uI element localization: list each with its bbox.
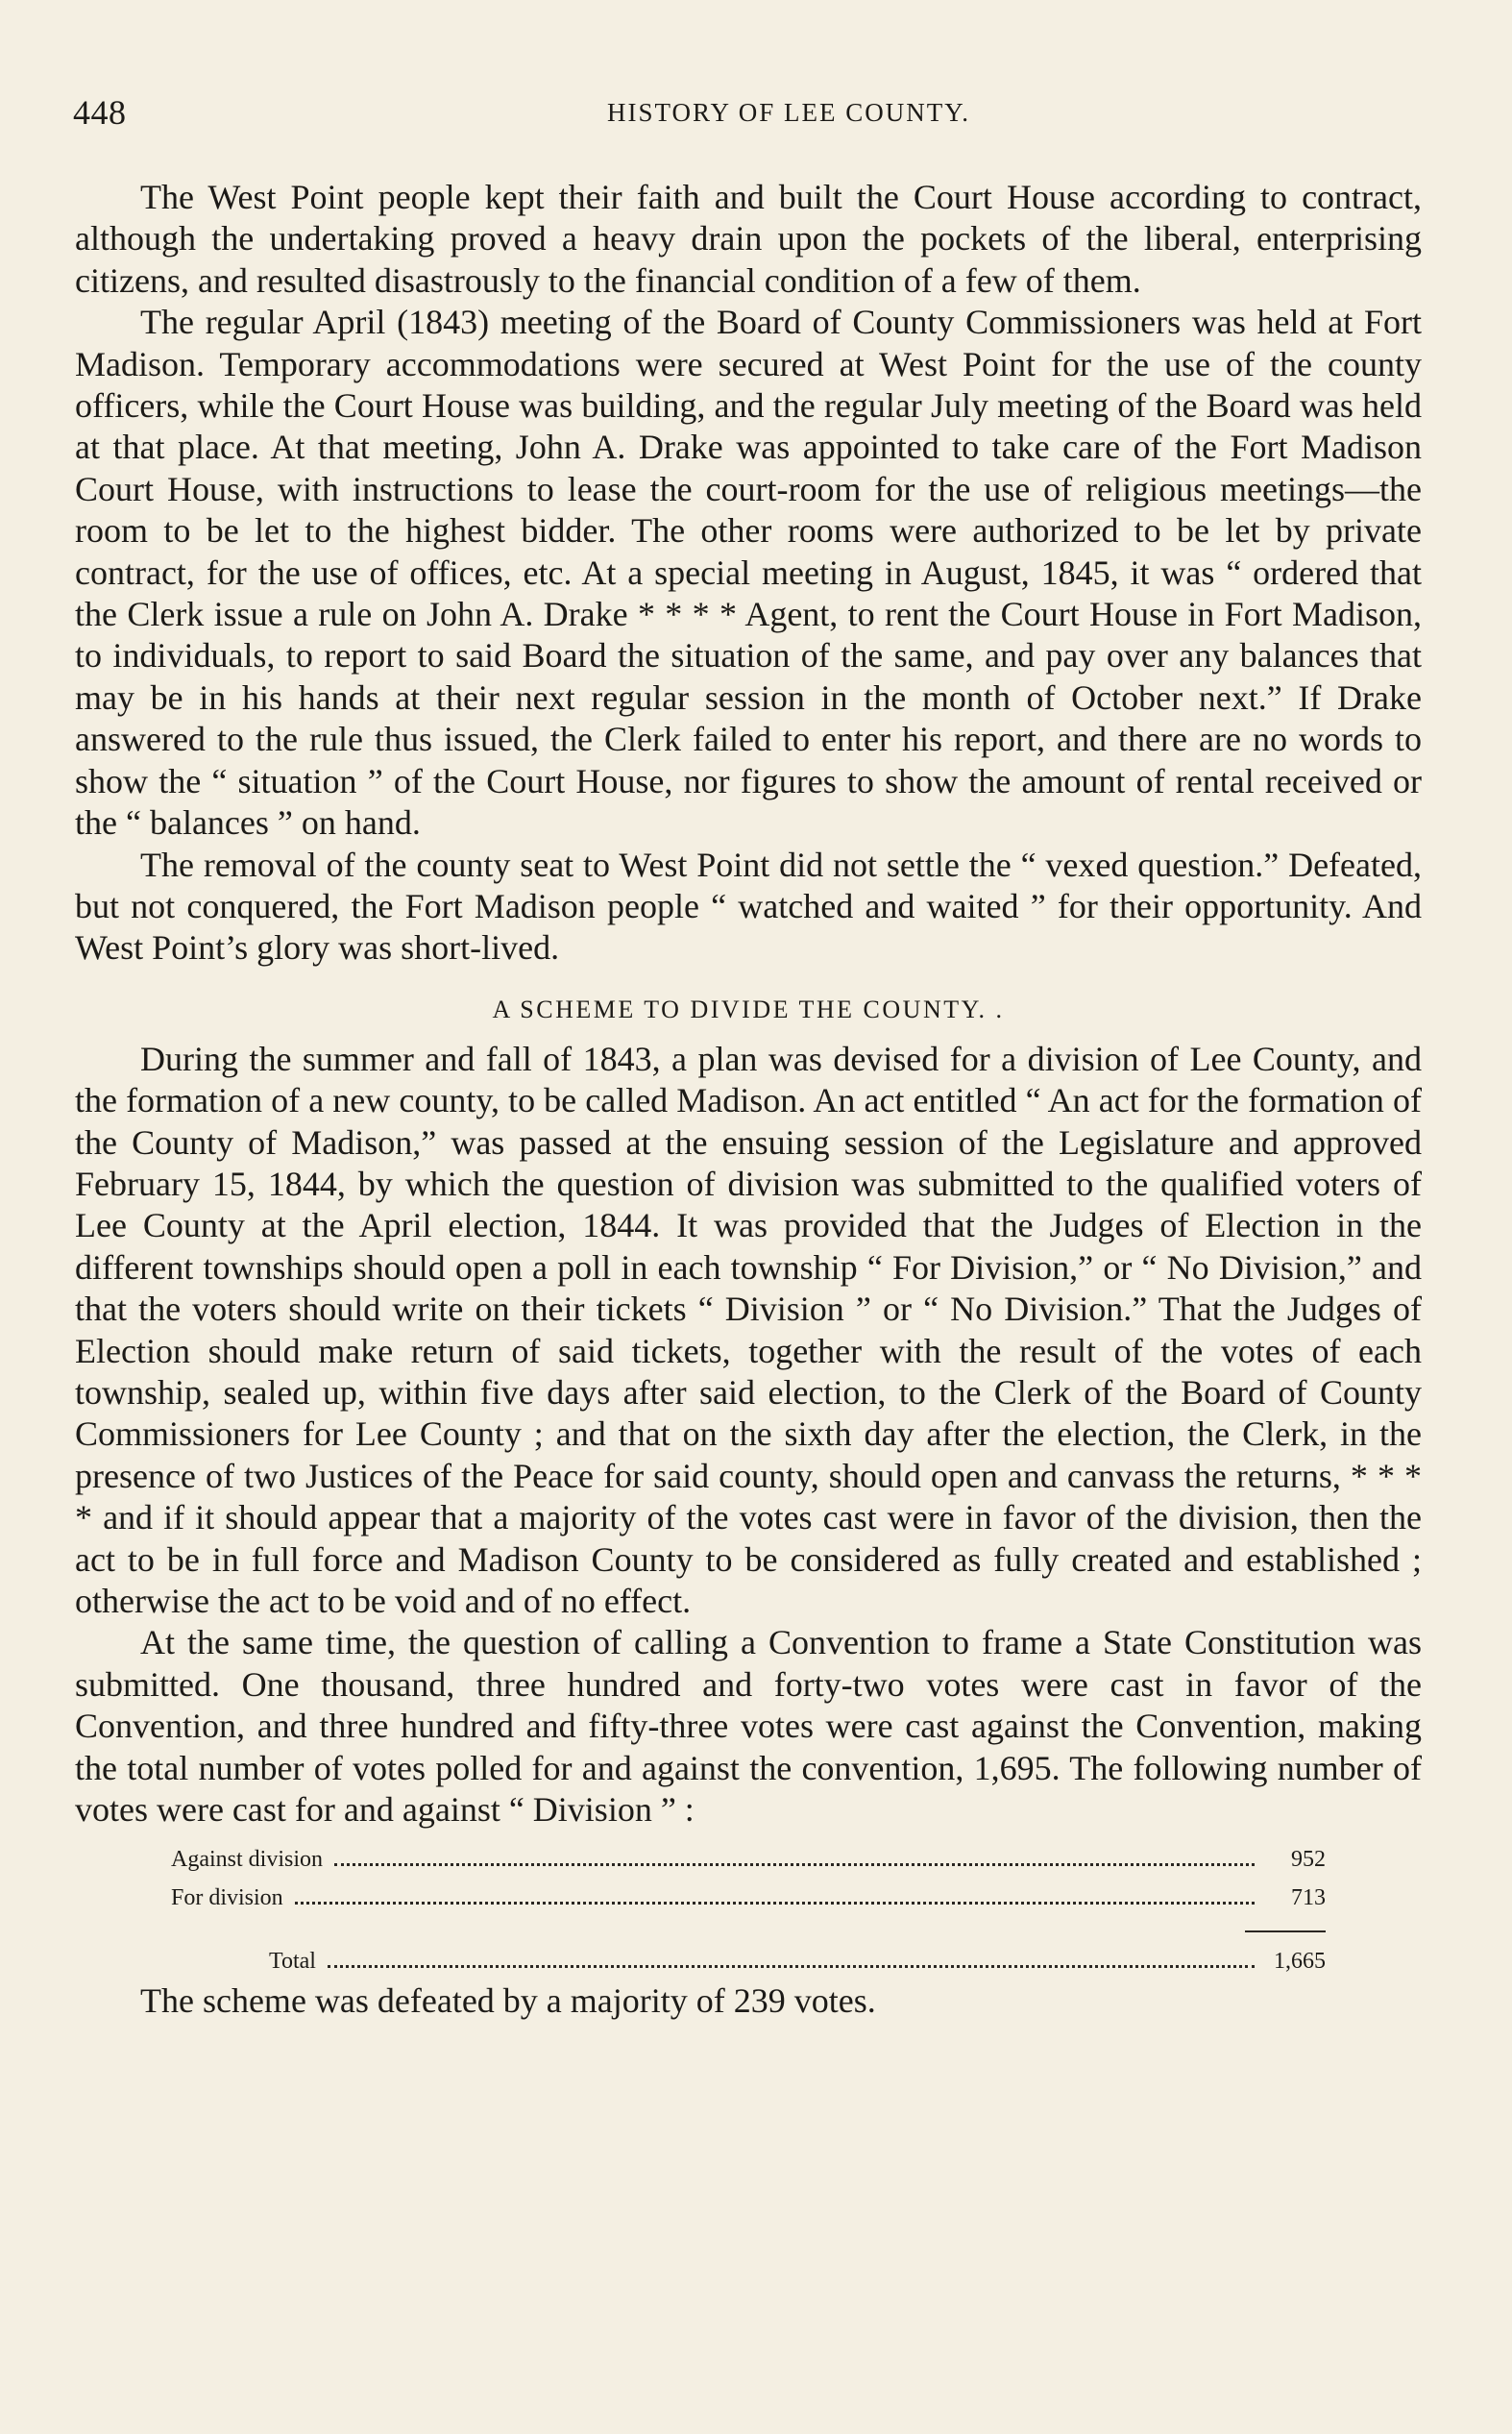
- paragraph: The West Point people kept their faith and built the Court House according to contract, although the undertaking proved a heavy drain upon the pockets of the liberal, enterprising citizens, and resulted disastrously to the financial condition of a few of them.: [75, 178, 1422, 300]
- tally-total-label: Total: [269, 1949, 316, 1975]
- paragraph: The removal of the county seat to West Point did not settle the “ vexed question.” Defeated, but not conquered, the Fort Madison people “ watched and waited ” for their opportunity. And West Point’s glory was short-lived.: [75, 845, 1422, 968]
- paragraph: The regular April (1843) meeting of the Board of County Commissioners was held at Fort Madison. Temporary accommodations were secured at West Point for the use of the county officers, while the Court House was building, and the regular July meeting of the Board was held at that place. At that meeting, John A. Drake was appointed to take care of the Fort Madison Court House, with instructions to lease the court-room for the use of religious meetings—the room to be let to the highest bidder. The other rooms were authorized to be let by private contract, for the use of offices, etc. At a special meeting in August, 1845, it was “ ordered that the Clerk issue a rule on John A. Drake * * * * Agent, to rent the Court House in Fort Madison, to individuals, to report to said Board the situation of the same, and pay over any balances that may be in his hands at their next regular session in the month of October next.” If Drake answered to the rule thus issued, the Clerk failed to enter his report, and there are no words to show the “ situation ” of the Court House, nor figures to show the amount of rental received or the “ balances ” on hand.: [75, 303, 1422, 843]
- closing-sentence: The scheme was defeated by a majority of 239 votes.: [140, 1981, 876, 2021]
- tally-row-total: [75, 1942, 1422, 1980]
- leader-dots: [328, 1965, 1255, 1968]
- tally-label: For division: [171, 1885, 283, 1911]
- tally-label: Against division: [171, 1847, 324, 1873]
- paragraph: During the summer and fall of 1843, a plan was devised for a division of Lee County, and the formation of a new county, to be called Madison. An act entitled “ An act for the formation of the County of Madison,” was passed at the ensuing session of the Legislature and approved February 15, 1844, by which the question of division was submitted to the qualified voters of Lee County at the April election, 1844. It was provided that the Judges of Election in the different townships should open a poll in each township “ For Division,” or “ No Division,” and that the voters should write on their tickets “ Division ” or “ No Division.” That the Judges of Election should make return of said tickets, together with the result of the votes of each township, sealed up, within five days after said election, to the Clerk of the Board of County Commissioners for Lee County ; and that on the sixth day after the election, the Clerk, in the presence of two Justices of the Peace for said county, should open and canvass the returns, * * * * and if it should appear that a majority of the votes cast were in favor of the division, then the act to be in full force and Madison County to be considered as fully created and established ; otherwise the act to be void and of no effect.: [75, 1039, 1422, 1620]
- section-heading: A SCHEME TO DIVIDE THE COUNTY. .: [492, 995, 1005, 1023]
- tally-row-against: [75, 1840, 1422, 1879]
- tally-value: 713: [1291, 1885, 1326, 1911]
- page-body: [75, 177, 1422, 2023]
- running-title: HISTORY OF LEE COUNTY.: [606, 98, 971, 127]
- tally-value: 952: [1291, 1847, 1326, 1873]
- sum-rule: [1245, 1930, 1326, 1932]
- page-header: [73, 92, 1418, 142]
- leader-dots: [295, 1902, 1255, 1905]
- leader-dots: [334, 1863, 1255, 1866]
- paragraph: At the same time, the question of calling a Convention to frame a State Constitution was submitted. One thousand, three hundred and forty-two votes were cast in favor of the Convention, and three hundred and fifty-three votes were cast against the Convention, making the total number of votes polled for and against the convention, 1,695. The following number of votes were cast for and against “ Division ” :: [75, 1623, 1422, 1830]
- vote-tally: [75, 1840, 1422, 1980]
- tally-total-value: 1,665: [1274, 1949, 1326, 1975]
- tally-row-for: [75, 1879, 1422, 1917]
- page-number: 448: [73, 93, 127, 132]
